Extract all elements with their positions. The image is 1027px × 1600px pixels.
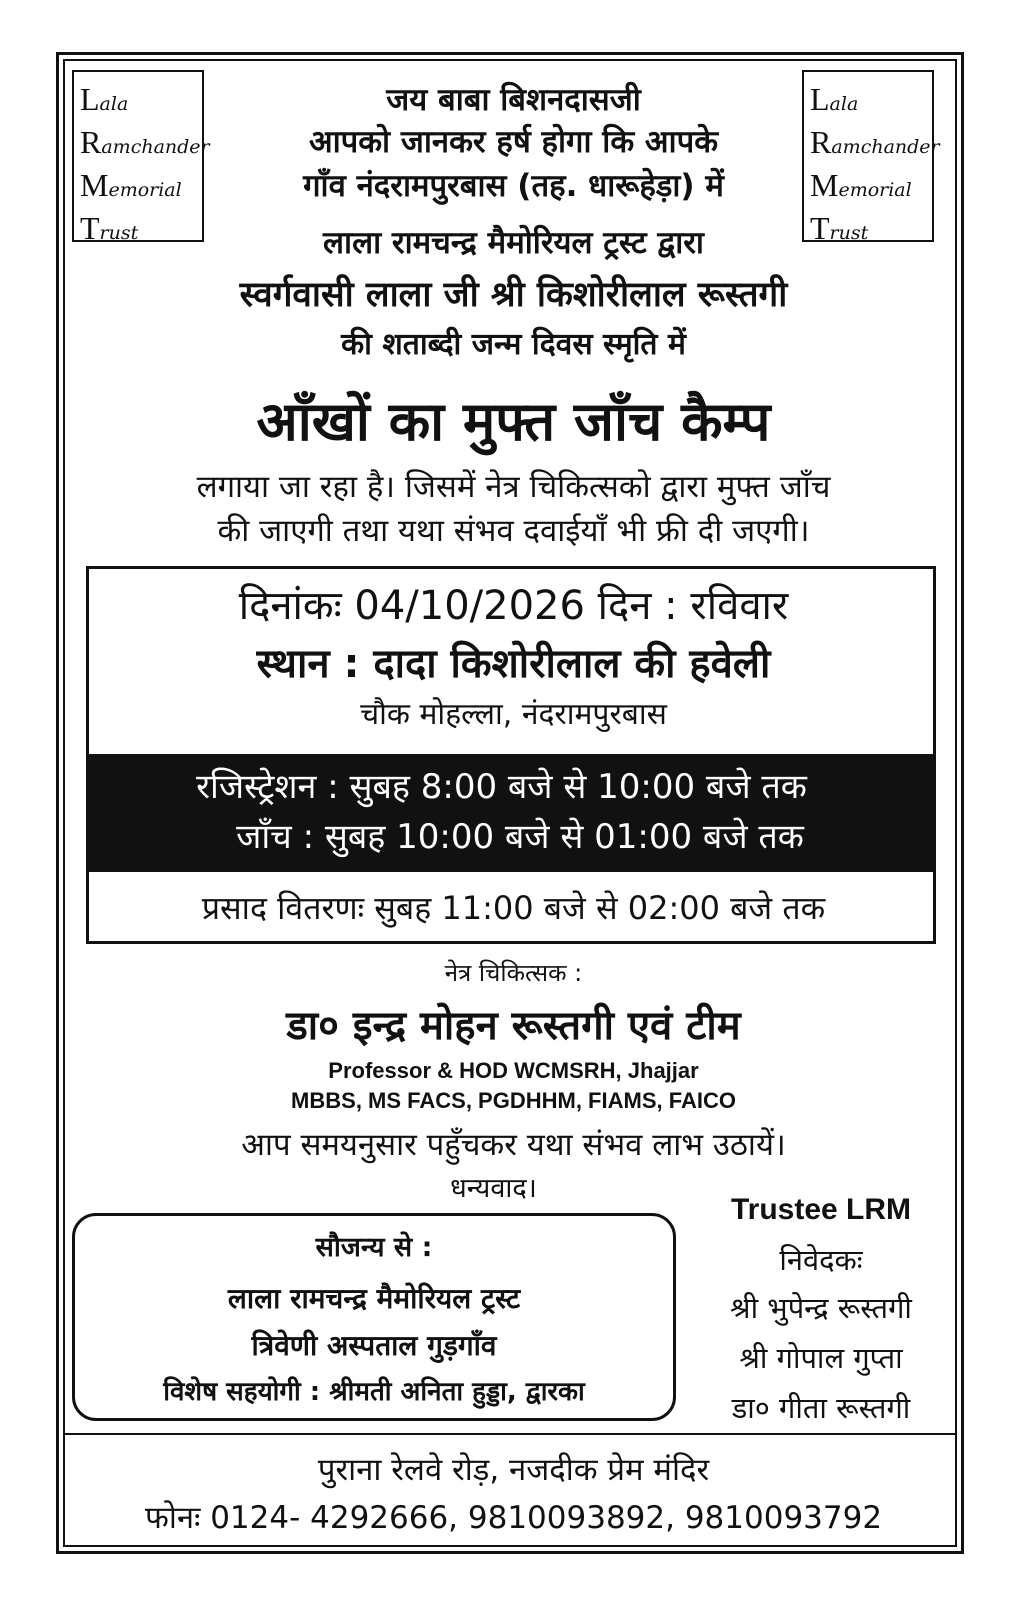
header-line-4: लाला रामचन्द्र मैमोरियल ट्रस्ट द्वारा: [323, 225, 704, 261]
thanks-text: धन्यवाद।: [450, 1173, 537, 1204]
doctor-degrees: MBBS, MS FACS, PGDHHM, FIAMS, FAICO: [291, 1088, 736, 1113]
header-line-2: आपको जानकर हर्ष होगा कि आपके: [308, 124, 719, 160]
header-line-1: जय बाबा बिशनदासजी: [386, 82, 641, 118]
description-line-1: लगाया जा रहा है। जिसमें नेत्र चिकित्सको द्वारा मुफ्त जाँच: [196, 469, 831, 505]
doctor-title: Professor & HOD WCMSRH, Jhajjar: [328, 1058, 699, 1083]
logo-line: Lala: [810, 81, 859, 117]
checkup-time: जाँच : सुबह 10:00 बजे से 01:00 बजे तक: [236, 817, 804, 857]
logo-line: Memorial: [80, 167, 182, 203]
courtesy-trust: लाला रामचन्द्र मैमोरियल ट्रस्ट: [227, 1282, 521, 1315]
courtesy-special: विशेष सहयोगी : श्रीमती अनिता हुड्डा, द्वारका: [163, 1377, 585, 1407]
prasad-time: प्रसाद वितरणः सुबह 11:00 बजे से 02:00 बजे तक: [201, 889, 826, 927]
doctor-name: डा० इन्द्र मोहन रूस्तगी एवं टीम: [286, 1003, 741, 1049]
logo-line: Ramchander: [80, 124, 210, 160]
trustee-name: श्री भुपेन्द्र रूस्तगी: [730, 1291, 912, 1325]
camp-title: आँखों का मुफ्त जाँच कैम्प: [256, 390, 771, 453]
footer-phone: फोनः 0124- 4292666, 9810093892, 9810093792: [144, 1500, 883, 1536]
courtesy-label: सौजन्य से :: [315, 1232, 433, 1263]
footer-divider: [64, 1433, 956, 1435]
event-venue: स्थान : दादा किशोरीलाल की हवेली: [256, 641, 771, 687]
trustee-name: डा० गीता रूस्तगी: [731, 1391, 911, 1425]
description-line-2: की जाएगी तथा यथा संभव दवाईयाँ भी फ्री दी जएगी।: [217, 513, 810, 549]
closing-line: आप समयनुसार पहुँचकर यथा संभव लाभ उठायें।: [241, 1127, 786, 1163]
doctor-label: नेत्र चिकित्सक :: [444, 959, 583, 987]
logo-line: Lala: [80, 81, 129, 117]
logo-line: Memorial: [810, 167, 912, 203]
logo-line: Trust: [80, 210, 139, 246]
logo-line: Ramchander: [810, 124, 940, 160]
trustee-name: श्री गोपाल गुप्ता: [739, 1341, 903, 1375]
logo-line: Trust: [810, 210, 869, 246]
header-line-3: गाँव नंदरामपुरबास (तह. धारूहेड़ा) में: [303, 168, 724, 204]
trustee-label: निवेदकः: [779, 1243, 863, 1277]
header-line-5: स्वर्गवासी लाला जी श्री किशोरीलाल रूस्तगी: [239, 275, 788, 315]
footer-address: पुराना रेलवे रोड़, नजदीक प्रेम मंदिर: [317, 1452, 710, 1488]
header-line-6: की शताब्दी जन्म दिवस स्मृति में: [341, 327, 686, 362]
registration-time: रजिस्ट्रेशन : सुबह 8:00 बजे से 10:00 बजे तक: [196, 767, 807, 807]
trustee-heading: Trustee LRM: [730, 1193, 912, 1226]
event-date: दिनांकः 04/10/2026 दिन : रविवार: [238, 583, 789, 629]
event-address: चौक मोहल्ला, नंदरामपुरबास: [360, 697, 667, 732]
courtesy-hospital: त्रिवेणी अस्पताल गुड़गाँव: [251, 1329, 497, 1362]
